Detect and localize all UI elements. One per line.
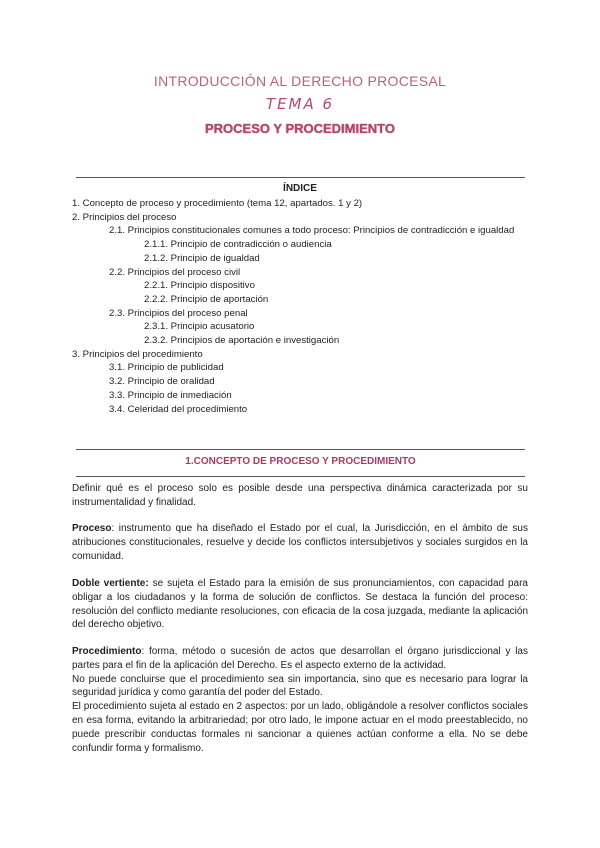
toc-item: 2. Principios del proceso [72, 211, 177, 223]
toc-item: 3. Principios del procedimiento [72, 348, 203, 360]
toc-item: 2.3. Principios del proceso penal [109, 307, 248, 319]
doble-vertiente-term: Doble vertiente: [72, 578, 149, 589]
proceso-definition: : instrumento que ha diseñado el Estado por el cual, la Jurisdicción, en el ámbito de sus atribuciones constitucionales, resuelve y decide los conflictos intersubjetivos y sociales surgidos en la comunidad. [72, 523, 528, 562]
procedimiento-block [72, 645, 528, 755]
toc-item: 3.2. Principio de oralidad [109, 376, 215, 388]
course-title: INTRODUCCIÓN AL DERECHO PROCESAL [153, 73, 447, 89]
paragraph: El procedimiento sujeta al estado en 2 aspectos: por un lado, obligándole a resolver conflictos sociales en esa forma, evitando la arbitrariedad; por otro lado, le impone actuar en el modo preestablecido, no puede prescribir conductas formales ni sancionar a quienes actúan conforme a ella. No se debe confundir forma y formalismo. [72, 701, 528, 754]
toc-item: 2.1. Principios constitucionales comunes a todo proceso: Principios de contradicción e igualdad [109, 225, 515, 237]
procedimiento-definition: : forma, método o sucesión de actos que desarrollan el órgano jurisdiccional y las partes para el fin de la aplicación del Derecho. Es el aspecto externo de la actividad. [72, 646, 528, 671]
section-heading: 1.CONCEPTO DE PROCESO Y PROCEDIMIENTO [185, 456, 416, 467]
divider [76, 177, 525, 178]
toc-item: 3.4. Celeridad del procedimiento [109, 403, 248, 415]
toc-item: 2.3.2. Principios de aportación e investigación [144, 335, 340, 347]
toc-item: 2.2. Principios del proceso civil [109, 266, 241, 278]
proceso-term: Proceso [72, 523, 112, 534]
toc-item: 1. Concepto de proceso y procedimiento (tema 12, apartados. 1 y 2) [72, 198, 363, 209]
toc-item: 2.2.2. Principio de aportación [144, 293, 269, 305]
toc-item: 2.2.1. Principio dispositivo [144, 280, 255, 292]
doble-vertiente-paragraph [72, 577, 528, 632]
doble-vertiente-text: se sujeta el Estado para la emisión de sus pronunciamientos, con capacidad para obligar a los ciudadanos y la forma de solución de conflictos. Se destaca la función del proceso: resolución del conflicto mediante resoluciones, con eficacia de la cosa juzgada, mediante la aplicación del derecho objetivo. [72, 578, 528, 631]
toc-item: 2.3.1. Principio acusatorio [144, 321, 255, 333]
proceso-paragraph [72, 522, 528, 563]
intro-paragraph: Definir qué es el proceso solo es posible desde una perspectiva dinámica caracterizada por su instrumentalidad y finalidad. [72, 483, 528, 508]
toc-item: 3.3. Principio de inmediación [109, 389, 232, 401]
index-heading: ÍNDICE [283, 183, 317, 194]
procedimiento-term: Procedimiento [72, 646, 142, 657]
toc-item: 2.1.1. Principio de contradicción o audiencia [144, 239, 332, 251]
procedimiento-paragraph [72, 645, 528, 673]
subtitle: PROCESO Y PROCEDIMIENTO [205, 121, 395, 136]
paragraph: No puede concluirse que el procedimiento sea sin importancia, sino que es necesario para lograr la seguridad jurídica y como garantía del poder del Estado. [72, 673, 528, 699]
divider [76, 449, 525, 450]
topic-title: TEMA 6 [265, 95, 335, 113]
divider [76, 476, 525, 477]
toc-item: 2.1.2. Principio de igualdad [144, 252, 260, 264]
table-of-contents [72, 197, 528, 416]
toc-item: 3.1. Principio de publicidad [109, 362, 224, 374]
